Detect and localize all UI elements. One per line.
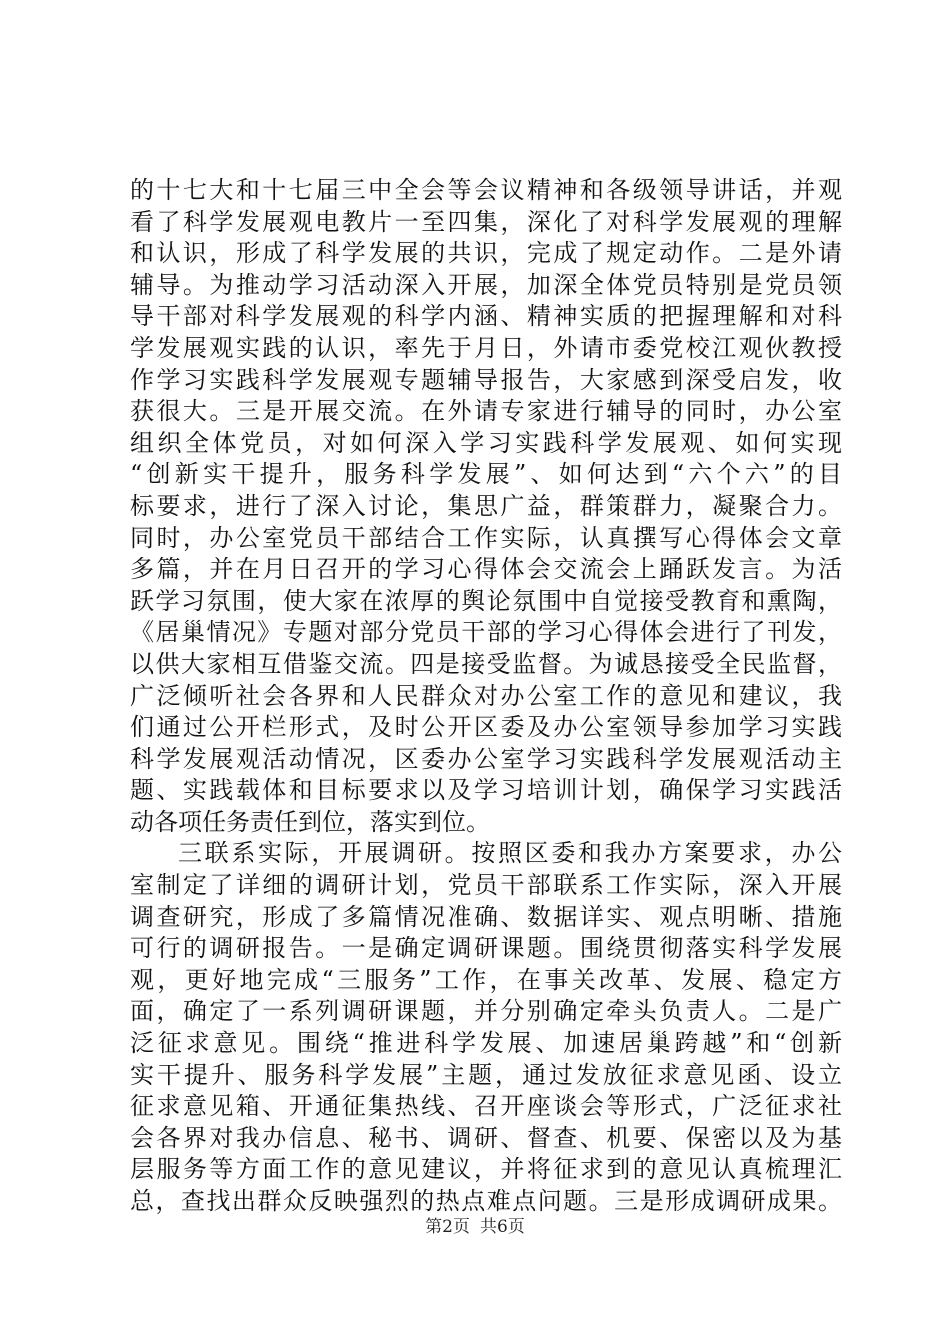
text-line: 获很大。三是开展交流。在外请专家进行辅导的同时，办公室: [130, 397, 842, 426]
text-line: 会各界对我办信息、秘书、调研、督查、机要、保密以及为基: [130, 1123, 842, 1152]
text-line: 和认识，形成了科学发展的共识，完成了规定动作。二是外请: [130, 239, 842, 268]
text-line: 科学发展观活动情况，区委办公室学习实践科学发展观活动主: [130, 744, 842, 773]
text-line: 征求意见箱、开通征集热线、召开座谈会等形式，广泛征求社: [130, 1092, 842, 1121]
text-line: 作学习实践科学发展观专题辅导报告，大家感到深受启发，收: [130, 365, 842, 394]
text-line: 看了科学发展观电教片一至四集，深化了对科学发展观的理解: [130, 207, 842, 236]
text-line: “创新实干提升，服务科学发展”、如何达到“六个六”的目: [130, 460, 842, 489]
page-number: 第2页: [425, 1217, 470, 1237]
text-line: 标要求，进行了深入讨论，集思广益，群策群力，凝聚合力。: [130, 491, 842, 520]
text-line: 室制定了详细的调研计划，党员干部联系工作实际，深入开展: [130, 871, 842, 900]
page-footer: [0, 1212, 950, 1237]
text-line: 们通过公开栏形式，及时公开区委及办公室领导参加学习实践: [130, 713, 842, 742]
text-line: 学发展观实践的认识，率先于月日，外请市委党校江观伙教授: [130, 333, 842, 362]
text-line: 以供大家相互借鉴交流。四是接受监督。为诚恳接受全民监督，: [130, 649, 842, 678]
text-line: 同时，办公室党员干部结合工作实际，认真撰写心得体会文章: [130, 523, 842, 552]
text-line: 三联系实际，开展调研。按照区委和我办方案要求，办公: [178, 839, 842, 868]
text-line: 观，更好地完成“三服务”工作，在事关改革、发展、稳定方: [130, 965, 842, 994]
document-body: [130, 175, 842, 1218]
text-line: 跃学习氛围，使大家在浓厚的舆论氛围中自觉接受教育和熏陶，: [130, 586, 842, 615]
text-line: 实干提升、服务科学发展”主题，通过发放征求意见函、设立: [130, 1060, 842, 1089]
text-line: 广泛倾听社会各界和人民群众对办公室工作的意见和建议，我: [130, 681, 842, 710]
text-line: 辅导。为推动学习活动深入开展，加深全体党员特别是党员领: [130, 270, 842, 299]
text-line: 导干部对科学发展观的科学内涵、精神实质的把握理解和对科: [130, 302, 842, 331]
text-line: 组织全体党员，对如何深入学习实践科学发展观、如何实现: [130, 428, 842, 457]
text-line: 面，确定了一系列调研课题，并分别确定牵头负责人。二是广: [130, 997, 842, 1026]
page-total: 共6页: [480, 1217, 525, 1237]
text-line: 调查研究，形成了多篇情况准确、数据详实、观点明晰、措施: [130, 902, 842, 931]
text-line: 层服务等方面工作的意见建议，并将征求到的意见认真梳理汇: [130, 1155, 842, 1184]
text-line: 《居巢情况》专题对部分党员干部的学习心得体会进行了刊发，: [130, 618, 842, 647]
text-line: 题、实践载体和目标要求以及学习培训计划，确保学习实践活: [130, 776, 842, 805]
text-line: 可行的调研报告。一是确定调研课题。围绕贯彻落实科学发展: [130, 934, 842, 963]
text-line: 泛征求意见。围绕“推进科学发展、加速居巢跨越”和“创新: [130, 1029, 842, 1058]
text-line: 多篇，并在月日召开的学习心得体会交流会上踊跃发言。为活: [130, 555, 842, 584]
text-line: 的十七大和十七届三中全会等会议精神和各级领导讲话，并观: [130, 176, 842, 204]
text-line: 总，查找出群众反映强烈的热点难点问题。三是形成调研成果。: [130, 1187, 842, 1215]
text-line: 动各项任务责任到位，落实到位。: [130, 807, 490, 836]
